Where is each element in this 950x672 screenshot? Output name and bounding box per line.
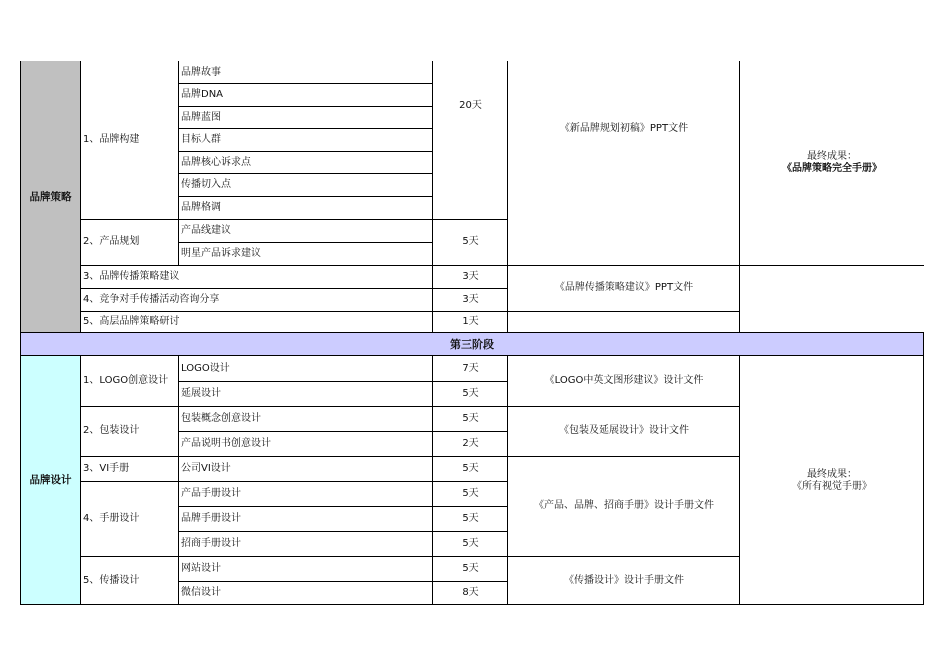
design-sub-item: 微信设计 bbox=[181, 587, 221, 598]
grid-line bbox=[432, 61, 433, 333]
design-item-label: 4、手册设计 bbox=[83, 512, 140, 524]
design-item-label: 1、LOGO创意设计 bbox=[83, 375, 169, 386]
grid-line bbox=[80, 288, 508, 289]
strategy-sub-item: 品牌格调 bbox=[181, 201, 221, 213]
design-sub-item: LOGO设计 bbox=[181, 362, 230, 374]
design-item-label: 3、VI手册 bbox=[83, 462, 130, 474]
strategy-item-label: 3、品牌传播策略建议 bbox=[83, 270, 180, 282]
design-days: 8天 bbox=[462, 587, 479, 598]
design-days: 7天 bbox=[462, 362, 479, 374]
grid-line bbox=[80, 556, 740, 557]
design-final-result bbox=[740, 356, 924, 605]
grid-line bbox=[20, 61, 21, 605]
strategy-sub-item: 品牌故事 bbox=[181, 66, 221, 78]
design-days: 5天 bbox=[462, 512, 479, 524]
strategy-days: 3天 bbox=[462, 270, 479, 282]
grid-line bbox=[80, 311, 740, 312]
final-result-label: 最终成果： bbox=[807, 468, 857, 480]
design-deliverable: 《LOGO中英文图形建议》设计文件 bbox=[544, 375, 704, 386]
final-result-value: 《品牌策略完全手册》 bbox=[782, 163, 882, 174]
strategy-sub-item: 品牌核心诉求点 bbox=[181, 156, 251, 168]
design-sub-item: 产品手册设计 bbox=[181, 487, 241, 499]
grid-line bbox=[178, 506, 508, 507]
design-sub-item: 网站设计 bbox=[181, 562, 221, 574]
grid-line bbox=[178, 242, 433, 243]
design-days: 5天 bbox=[462, 412, 479, 424]
design-days: 5天 bbox=[462, 387, 479, 399]
section-design-title: 品牌设计 bbox=[20, 356, 81, 605]
strategy-item-label: 4、竞争对手传播活动咨询分享 bbox=[83, 293, 220, 305]
grid-line bbox=[80, 456, 740, 457]
final-result-value: 《所有视觉手册》 bbox=[792, 480, 872, 492]
grid-line bbox=[80, 406, 740, 407]
design-sub-item: 公司VI设计 bbox=[181, 462, 231, 474]
grid-line bbox=[178, 581, 508, 582]
strategy-days: 1天 bbox=[462, 316, 479, 327]
grid-line bbox=[923, 333, 924, 356]
grid-line bbox=[80, 481, 508, 482]
grid-line bbox=[80, 61, 81, 333]
grid-line bbox=[178, 196, 433, 197]
strategy-sub-item: 明星产品诉求建议 bbox=[181, 247, 261, 259]
design-sub-item: 品牌手册设计 bbox=[181, 512, 241, 524]
strategy-item-label: 5、高层品牌策略研讨 bbox=[83, 316, 180, 327]
strategy-sub-item: 传播切入点 bbox=[181, 179, 231, 190]
strategy-days: 20天 bbox=[459, 100, 482, 111]
strategy-days: 3天 bbox=[462, 293, 479, 305]
design-deliverable: 《产品、品牌、招商手册》设计手册文件 bbox=[534, 500, 714, 511]
strategy-sub-item: 产品线建议 bbox=[181, 224, 231, 236]
section-strategy-title: 品牌策略 bbox=[20, 61, 81, 333]
grid-line bbox=[739, 61, 740, 333]
grid-line bbox=[80, 219, 508, 220]
strategy-deliverable: 《品牌传播策略建议》PPT文件 bbox=[554, 282, 694, 293]
design-sub-item: 招商手册设计 bbox=[181, 537, 241, 549]
strategy-days: 5天 bbox=[462, 236, 479, 247]
schedule-table bbox=[20, 61, 924, 605]
design-days: 2天 bbox=[462, 437, 479, 449]
grid-line bbox=[178, 531, 508, 532]
design-days: 5天 bbox=[462, 462, 479, 474]
grid-line bbox=[178, 128, 433, 129]
design-sub-item: 产品说明书创意设计 bbox=[181, 437, 271, 449]
strategy-sub-item: 品牌蓝图 bbox=[181, 111, 221, 123]
grid-line bbox=[20, 332, 924, 333]
grid-line bbox=[178, 106, 433, 107]
grid-line bbox=[178, 83, 433, 84]
design-item-label: 5、传播设计 bbox=[83, 574, 140, 586]
design-sub-item: 包装概念创意设计 bbox=[181, 412, 261, 424]
design-sub-item: 延展设计 bbox=[181, 387, 221, 399]
strategy-item-label: 2、产品规划 bbox=[83, 236, 140, 247]
design-deliverable: 《传播设计》设计手册文件 bbox=[564, 574, 684, 586]
grid-line bbox=[739, 356, 740, 605]
strategy-sub-item: 品牌DNA bbox=[181, 89, 224, 100]
grid-line bbox=[178, 173, 433, 174]
grid-line bbox=[178, 151, 433, 152]
design-deliverable: 《包装及延展设计》设计文件 bbox=[559, 425, 689, 436]
grid-line bbox=[178, 431, 508, 432]
strategy-sub-item: 目标人群 bbox=[181, 134, 221, 145]
stage3-header: 第三阶段 bbox=[20, 333, 924, 356]
grid-line bbox=[20, 355, 924, 356]
design-days: 5天 bbox=[462, 562, 479, 574]
grid-line bbox=[178, 381, 508, 382]
grid-line bbox=[507, 61, 508, 333]
strategy-final-result bbox=[740, 61, 924, 265]
strategy-item-label: 1、品牌构建 bbox=[83, 134, 140, 145]
grid-line bbox=[20, 604, 924, 605]
design-days: 5天 bbox=[462, 537, 479, 549]
grid-line bbox=[80, 265, 924, 266]
design-days: 5天 bbox=[462, 487, 479, 499]
grid-line bbox=[178, 61, 179, 265]
strategy-deliverable: 《新品牌规划初稿》PPT文件 bbox=[559, 123, 689, 134]
design-item-label: 2、包装设计 bbox=[83, 425, 140, 436]
grid-line bbox=[923, 333, 924, 605]
final-result-label: 最终成果： bbox=[807, 151, 857, 162]
